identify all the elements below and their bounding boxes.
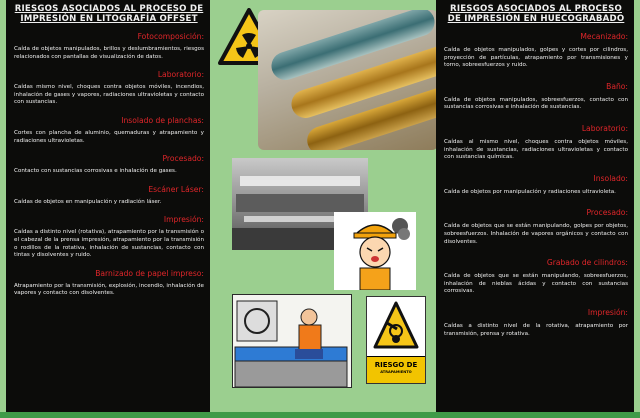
section-text: Caída de objetos que se están manipulando, golpes por objetos, sobreesfuerzos. Inhalación de vapores orgánicos y contacto con disolventes. (444, 223, 628, 245)
section-heading: Laboratorio: (157, 70, 204, 80)
section-text: Caída de objetos manipulados, golpes y cortes por cilindros, proyección de partículas, atrapamiento por transmisiones y torno, sobreesfuerzos y ruido. (444, 47, 628, 69)
section-text: Caídas a distinto nivel (rotativa), atrapamiento por la transmisión o el cabezal de la prensa impresión, atrapamiento por la transmisión o rodillos de la rotativa, inhalación de sustancias, contacto con tintas y disolventes y ruido. (14, 229, 204, 259)
section-text: Caídas al mismo nivel, choques contra objetos móviles, inhalación de sustancias, radiaciones ultravioletas y contacto con sustancias químicas. (444, 138, 628, 161)
section-text: Caída de objetos por manipulación y radiaciones ultravioleta. (444, 188, 616, 195)
right-sections (444, 32, 628, 338)
section-heading: Barnizado de papel impreso: (95, 268, 204, 278)
press-cylinders-photo (258, 10, 438, 150)
sign-label-main: RIESGO DE (374, 361, 418, 369)
section-text: Caída de objetos manipulados, brillos y deslumbramientos, riesgos relacionados con pantallas de visualización de datos. (14, 46, 204, 60)
left-panel (6, 0, 210, 418)
section-heading: Laboratorio: (581, 123, 628, 133)
section-heading: Impresión: (163, 215, 204, 225)
section-text: Caída de objetos manipulados, sobreesfuerzos, contacto con sustancias corrosivas e inhalación de sustancias. (444, 96, 628, 111)
machine-worker-illustration (232, 294, 352, 388)
sign-label (367, 356, 425, 383)
section-heading: Insolado de planchas: (121, 115, 204, 125)
section-heading: Fotocomposición: (137, 32, 204, 41)
worker-cartoon (334, 212, 416, 290)
left-title: RIESGOS ASOCIADOS AL PROCESO DE IMPRESIÓN EN LITOGRAFÍA OFFSET (14, 4, 204, 24)
section-text: Caídas a distinto nivel de la rotativa, atrapamiento por transmisión, prensa y rotativa. (444, 322, 628, 337)
entrapment-warning-icon (373, 301, 419, 351)
section-heading: Mecanizado: (580, 32, 628, 41)
section-text: Caídas mismo nivel, choques contra objetos móviles, incendios, inhalación de gases y vapores, radiaciones ultravioletas y contacto con sustancias. (14, 84, 204, 106)
section-text: Cortes con plancha de aluminio, quemaduras y atrapamiento y radiaciones ultravioletas. (14, 129, 204, 144)
right-panel (436, 0, 634, 418)
right-title: RIESGOS ASOCIADOS AL PROCESO DE IMPRESIÓN EN HUECOGRABADO (447, 4, 625, 24)
section-heading: Escáner Láser: (148, 184, 204, 194)
section-heading: Procesado: (586, 208, 628, 218)
section-text: Caída de objetos que se están manipulando, sobreesfuerzos, inhalación de nieblas ácidas y contacto con sustancias corrosivas. (444, 273, 628, 295)
bottom-green-bar (0, 412, 640, 418)
entrapment-warning-sign (366, 296, 426, 384)
left-sections (14, 32, 204, 298)
section-text: Atrapamiento por la transmisión, explosión, incendio, inhalación de vapores y contacto con disolventes. (14, 282, 204, 297)
sign-label-sub: ATRAPAMIENTO (380, 370, 412, 374)
section-text: Contacto con sustancias corrosivas e inhalación de gases. (14, 168, 177, 175)
section-text: Caídas de objetos en manipulación y radiación láser. (14, 198, 162, 205)
section-heading: Baño: (606, 81, 628, 91)
section-heading: Impresión: (587, 307, 628, 317)
section-heading: Procesado: (162, 154, 204, 164)
section-heading: Grabado de cilindros: (546, 258, 628, 268)
section-heading: Insolado: (593, 173, 628, 183)
